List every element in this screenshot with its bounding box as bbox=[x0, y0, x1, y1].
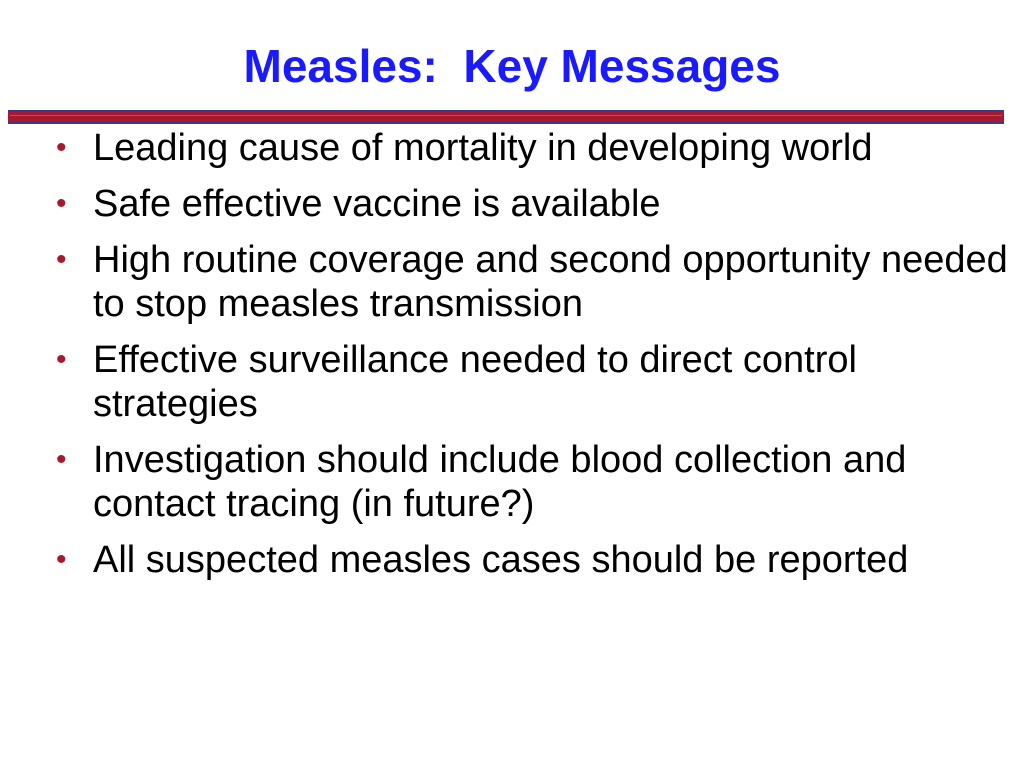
bullet-item bbox=[56, 538, 1016, 582]
bullet-text: All suspected measles cases should be reported bbox=[93, 539, 909, 581]
bullet-text: High routine coverage and second opportunity needed to stop measles transmission bbox=[93, 239, 1008, 325]
bullet-dot-icon: • bbox=[56, 187, 67, 220]
bullet-dot-icon: • bbox=[56, 343, 67, 376]
bullet-list bbox=[56, 126, 1016, 594]
title-divider-highlight bbox=[10, 115, 1002, 120]
bullet-text: Effective surveillance needed to direct control strategies bbox=[93, 339, 857, 425]
bullet-item bbox=[56, 238, 1016, 326]
slide-title: Measles: Key Messages bbox=[243, 40, 781, 92]
bullet-dot-icon: • bbox=[56, 243, 67, 276]
title-divider bbox=[8, 110, 1004, 124]
bullet-dot-icon: • bbox=[56, 543, 67, 576]
bullet-dot-icon: • bbox=[56, 131, 67, 164]
bullet-item bbox=[56, 438, 1016, 526]
bullet-text: Investigation should include blood collection and contact tracing (in future?) bbox=[93, 439, 907, 525]
bullet-item bbox=[56, 182, 1016, 226]
bullet-item bbox=[56, 126, 1016, 170]
bullet-item bbox=[56, 338, 1016, 426]
bullet-dot-icon: • bbox=[56, 443, 67, 476]
bullet-text: Leading cause of mortality in developing world bbox=[93, 127, 873, 169]
bullet-text: Safe effective vaccine is available bbox=[93, 183, 661, 225]
